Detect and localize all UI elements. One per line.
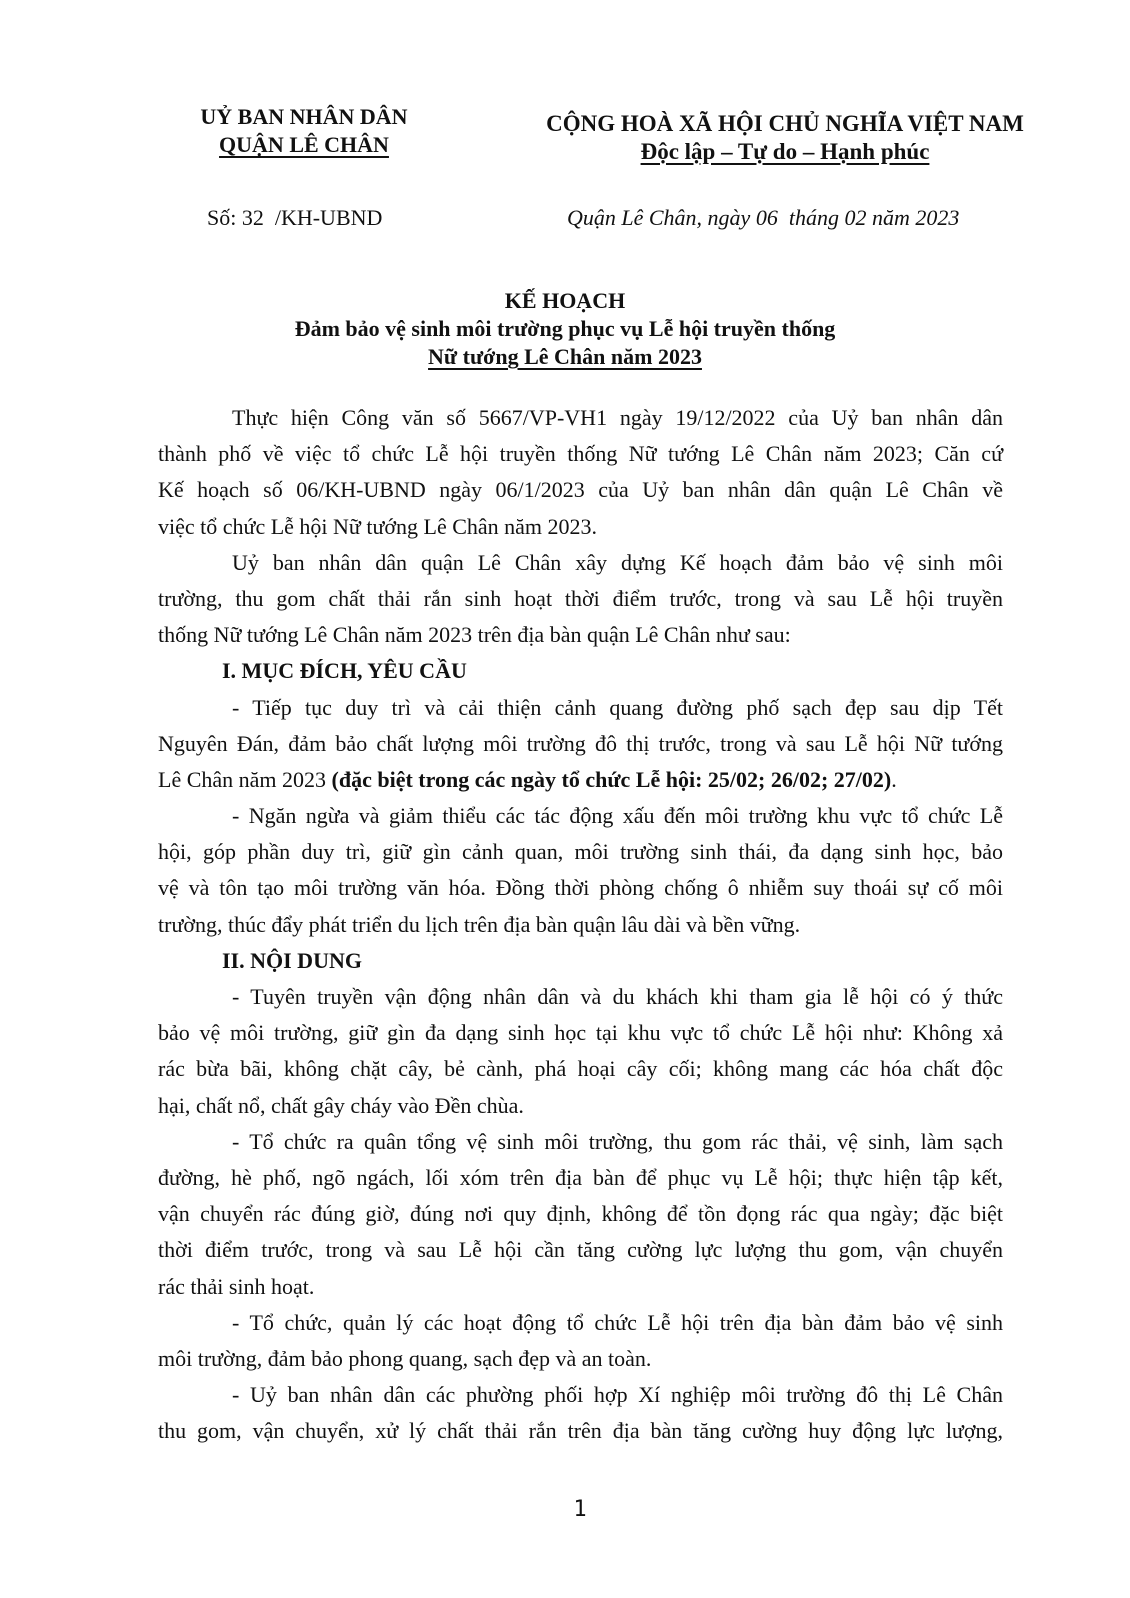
issuing-org <box>150 104 458 158</box>
paragraph-line: thống Nữ tướng Lê Chân năm 2023 trên địa bàn quận Lê Chân như sau: <box>158 622 791 648</box>
paragraph-line <box>158 762 1003 798</box>
paragraph-line: - Tiếp tục duy trì và cải thiện cảnh quang đường phố sạch đẹp sau dịp Tết <box>232 694 1003 720</box>
paragraph-line: rác bừa bãi, không chặt cây, bẻ cành, phá hoại cây cối; không mang các hóa chất độc <box>158 1056 1003 1082</box>
paragraph-line: Thực hiện Công văn số 5667/VP-VH1 ngày 19/12/2022 của Uỷ ban nhân dân <box>232 405 1003 430</box>
paragraph-line: Nguyên Đán, đảm bảo chất lượng môi trường đô thị trước, trong và sau Lễ hội Nữ tướng <box>158 730 1003 756</box>
paragraph-line: đường, hè phố, ngõ ngách, lối xóm trên địa bàn để phục vụ Lễ hội; thực hiện tập kết, <box>158 1164 1003 1190</box>
section-heading: I. MỤC ĐÍCH, YÊU CẦU <box>222 658 467 684</box>
paragraph-line: - Ngăn ngừa và giảm thiểu các tác động xấu đến môi trường khu vực tổ chức Lễ <box>232 803 1003 829</box>
paragraph-line: thời điểm trước, trong và sau Lễ hội cần tăng cường lực lượng thu gom, vận chuyển <box>158 1237 1003 1263</box>
document-number: Số: 32 /KH-UBND <box>207 205 383 230</box>
paragraph-line: rác thải sinh hoạt. <box>158 1273 315 1299</box>
paragraph-line: - Uỷ ban nhân dân các phường phối hợp Xí nghiệp môi trường đô thị Lê Chân <box>232 1382 1003 1408</box>
paragraph-line: vệ và tôn tạo môi trường văn hóa. Đồng thời phòng chống ô nhiễm suy thoái sự cố môi <box>158 875 1003 901</box>
paragraph-line: - Tổ chức, quản lý các hoạt động tổ chức Lễ hội trên địa bàn đảm bảo vệ sinh <box>232 1309 1003 1335</box>
document-body <box>158 400 1003 1449</box>
title-sub2: Nữ tướng Lê Chân năm 2023 <box>428 344 702 369</box>
paragraph-line: Uỷ ban nhân dân quận Lê Chân xây dựng Kế hoạch đảm bảo vệ sinh môi <box>232 549 1003 575</box>
text: . <box>891 766 897 792</box>
document-title <box>0 287 1130 371</box>
national-motto <box>520 111 1050 165</box>
org-line2: QUẬN LÊ CHÂN <box>219 132 389 157</box>
nation-line1: CỘNG HOÀ XÃ HỘI CHỦ NGHĨA VIỆT NAM <box>546 111 1024 136</box>
paragraph-line: thu gom, vận chuyển, xử lý chất thải rắn trên địa bàn tăng cường huy động lực lượng, <box>158 1418 1003 1444</box>
paragraph-line: môi trường, đảm bảo phong quang, sạch đẹp và an toàn. <box>158 1345 652 1371</box>
paragraph-line: việc tổ chức Lễ hội Nữ tướng Lê Chân năm 2023. <box>158 513 598 539</box>
paragraph-line: thành phố về việc tổ chức Lễ hội truyền thống Nữ tướng Lê Chân năm 2023; Căn cứ <box>158 441 1003 467</box>
paragraph-line: - Tuyên truyền vận động nhân dân và du khách khi tham gia lễ hội có ý thức <box>232 984 1003 1009</box>
paragraph-line: hại, chất nổ, chất gây cháy vào Đền chùa. <box>158 1092 524 1118</box>
paragraph-line: bảo vệ môi trường, giữ gìn đa dạng sinh học tại khu vực tổ chức Lễ hội như: Không xả <box>158 1020 1003 1046</box>
paragraph-line: trường, thu gom chất thải rắn sinh hoạt thời điểm trước, trong và sau Lễ hội truyền <box>158 585 1003 611</box>
section-heading: II. NỘI DUNG <box>222 947 362 973</box>
place-date: Quận Lê Chân, ngày 06 tháng 02 năm 2023 <box>567 205 960 230</box>
paragraph-line: hội, góp phần duy trì, giữ gìn cảnh quan, môi trường sinh thái, đa dạng sinh học, bảo <box>158 839 1003 865</box>
text: Lê Chân năm 2023 <box>158 766 332 792</box>
festival-dates: (đặc biệt trong các ngày tổ chức Lễ hội: 25/02; 26/02; 27/02) <box>331 766 892 792</box>
paragraph-line: trường, thúc đẩy phát triển du lịch trên địa bàn quận lâu dài và bền vững. <box>158 911 801 937</box>
title-main: KẾ HOẠCH <box>504 288 626 313</box>
paragraph-line: vận chuyển rác đúng giờ, đúng nơi quy định, không để tồn đọng rác qua ngày; đặc biệt <box>158 1201 1003 1227</box>
org-line1: UỶ BAN NHÂN DÂN <box>200 104 408 129</box>
paragraph-line: - Tổ chức ra quân tổng vệ sinh môi trường, thu gom rác thải, vệ sinh, làm sạch <box>232 1128 1003 1154</box>
title-sub1: Đảm bảo vệ sinh môi trường phục vụ Lễ hội truyền thống <box>294 316 836 341</box>
nation-line2: Độc lập – Tự do – Hạnh phúc <box>640 139 930 164</box>
paragraph-line: Kế hoạch số 06/KH-UBND ngày 06/1/2023 của Uỷ ban nhân dân quận Lê Chân về <box>158 477 1003 503</box>
page-number: 1 <box>573 1497 587 1522</box>
